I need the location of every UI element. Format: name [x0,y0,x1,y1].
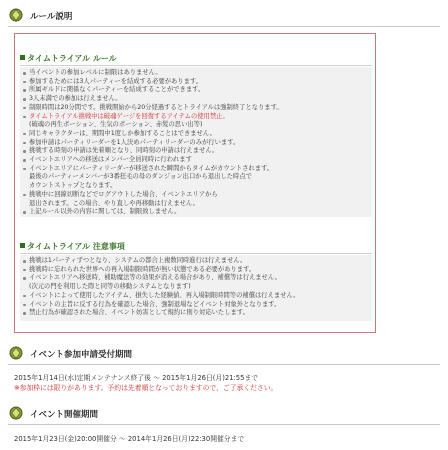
list-item: 挑戦中に回線切断などでログアウトした場合、イベントエリアから [20,191,283,200]
entry-note-text: ※参加枠には限りがあります。予約は先着順となっておりますので、ご了承ください。 [14,384,278,392]
rules-section-header [8,6,440,27]
notes-heading [20,241,125,253]
entry-period-text: 2015年1月14日(水)定期メンテナンス終了後 ～ 2015年1月26日(月)21:55まで [14,374,259,382]
list-item: 制限時間は20分間です。挑戦開始から20分経過するとトライアルは強制終了となります。 [20,104,283,113]
rules-box [14,33,376,333]
list-item: (破魂の再生ポーション、生気のポーション、赤髪の思い出等) [29,121,203,129]
rule-heading-divider [20,65,372,66]
notes-heading-text: タイムトライアル 注意事項 [27,242,125,251]
list-item: 退出されます。この場合、やり直しや再移動は行えません。 [29,199,199,207]
list-item: イベントエリアにパーティリーダーが移送された瞬間からタイムがカウントされます。 [20,165,283,174]
list-item: 所属ギルドに関係なくパーティーを結成することができます。 [20,86,283,95]
list-item: 同じキャラクターは、期間中1度しか参加することはできません。 [20,130,283,139]
ornament-icon [8,345,24,361]
event-period-text: 2015年1月23日(金)20:00開催分 ～ 2014年1月26日(月)22:30開催分まで [14,435,245,443]
square-bullet-icon [20,55,25,60]
list-item: 参加するためには3人パーティーを結成する必要があります。 [20,78,283,87]
list-item: カウントストップとなります。 [29,182,117,190]
list-item: 挑戦は1パーティずつとなり、システムの都合上複数同時進行は行えません。 [20,257,299,266]
period-section-header [8,404,440,425]
list-item: 最後のパーティーメンバーが3番狂毛の母のダンジョン出口から退出した時点で [29,173,252,181]
list-item: 挑戦する時刻の申請は先着順となり、同時刻の申請は行えません。 [20,147,283,156]
list-item: 当イベントの参加レベルに制限はありません。 [20,69,283,78]
square-bullet-icon [20,243,25,248]
list-item: イベントの主旨に反する行為を確認した場合、強制退場などイベント対象外となります。 [20,301,299,310]
notes-list [20,257,299,318]
list-item: イベントによって使用したアイテム、損失した経験値、再入場制限時間等の補償は行えません。 [20,292,299,301]
list-item: 3人未満での参加は行えません。 [20,95,283,104]
entry-section-header [8,344,440,365]
ornament-icon [8,7,24,23]
list-item: 挑戦時に忘れられた世界への再入場制限時間が無い状態である必要があります。 [20,266,299,275]
list-item: イベントエリアへの移送はメンバー全員同時に行われます [20,156,283,165]
notes-heading-divider [20,253,372,254]
list-item: 上記ルール以外の内容に関しては、制限致しません。 [20,208,283,217]
list-item: 禁止行為が確認された場合、イベント妨害として規約に則り対応いたします。 [20,309,299,318]
list-item: イベントエリアへ移送時、補助魔法等の効果が消える場合があり、補償等は行えません。 [20,274,299,283]
period-section-title: イベント開催期間 [30,410,99,420]
rule-heading [20,53,117,65]
rule-heading-text: タイムトライアル ルール [27,54,117,63]
list-item-warning: タイムトライアル挑戦中は破魂ゲージを回復するアイテムの使用禁止。 [20,113,283,122]
ornament-icon [8,405,24,421]
list-item: 参加申請はパーティリーダーを1人決めパーティリーダーのみが行います。 [20,139,283,148]
rule-list [20,69,283,217]
list-item: (次元の門を利用した際と同等の移動システムとなります) [29,283,191,291]
rules-section-title: ルール説明 [30,12,73,22]
entry-section-title: イベント参加申請受付期間 [30,350,133,360]
